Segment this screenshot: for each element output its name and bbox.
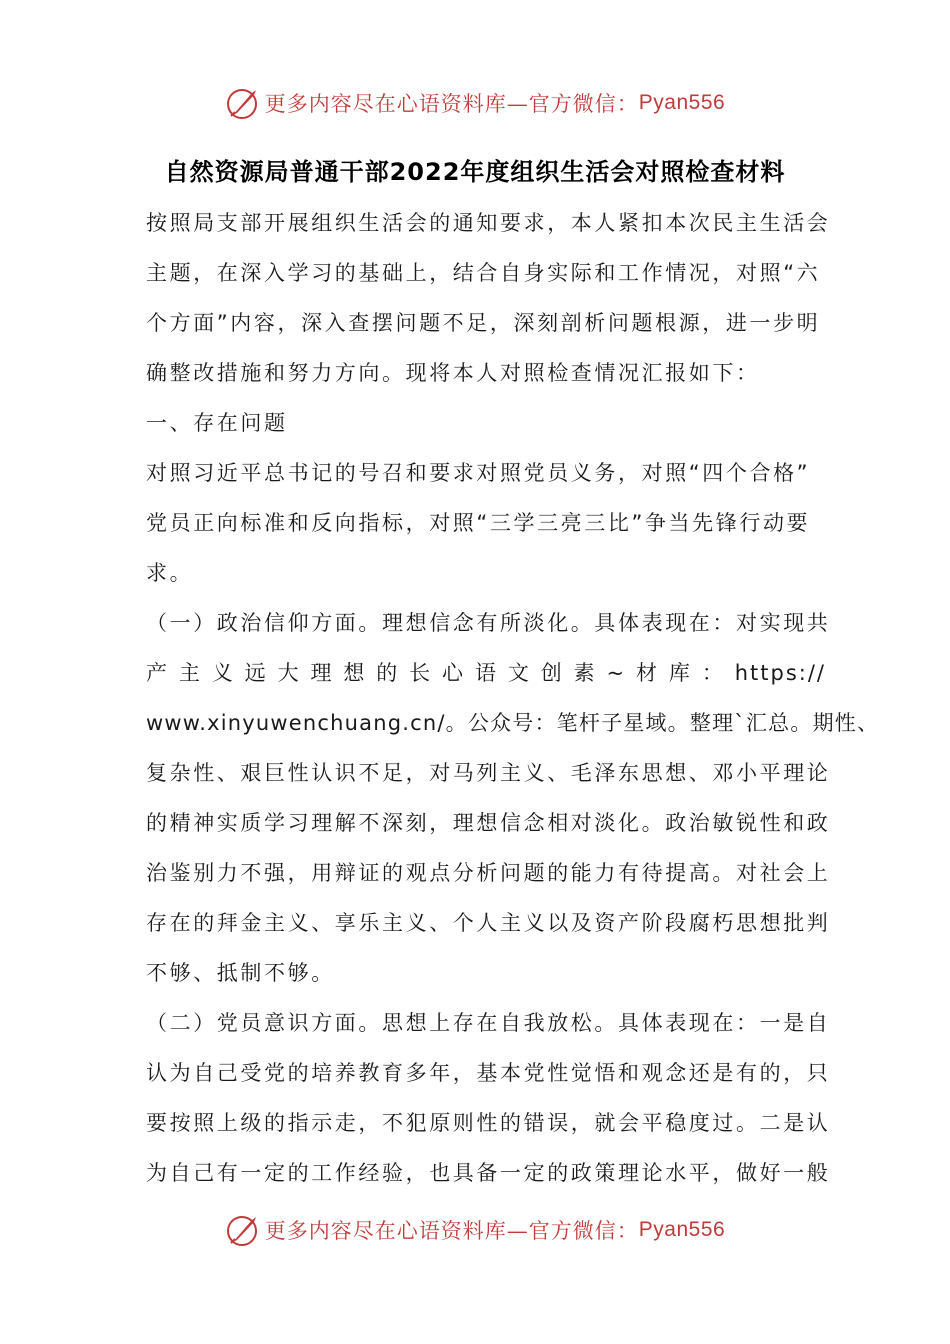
- paragraph-line: 为自己有一定的工作经验，也具备一定的政策理论水平，做好一般: [146, 1161, 831, 1185]
- paragraph-line: 的精神实质学习理解不深刻，理想信念相对淡化。政治敏锐性和政: [146, 811, 831, 835]
- paragraph-line: www.xinyuwenchuang.cn/。公众号：笔杆子星域。整理`汇总。期性、: [146, 711, 880, 735]
- paragraph-line: 求。: [146, 561, 194, 585]
- paragraph-line: 存在的拜金主义、享乐主义、个人主义以及资产阶段腐朽思想批判: [146, 911, 831, 935]
- paragraph-line: 个方面”内容，深入查摆问题不足，深刻剖析问题根源，进一步明: [146, 311, 821, 335]
- paragraph-line: 认为自己受党的培养教育多年，基本党性觉悟和观念还是有的，只: [146, 1061, 831, 1085]
- quill-logo-icon: [225, 85, 261, 121]
- paragraph-line: 确整改措施和努力方向。现将本人对照检查情况汇报如下：: [146, 361, 760, 385]
- paragraph-line: 复杂性、艰巨性认识不足，对马列主义、毛泽东思想、邓小平理论: [146, 761, 831, 785]
- paragraph-line: 不够、抵制不够。: [146, 961, 335, 985]
- paragraph-line: 对照习近平总书记的号召和要求对照党员义务，对照“四个合格”: [146, 461, 811, 485]
- document-title: 自然资源局普通干部2022年度组织生活会对照检查材料: [164, 158, 786, 186]
- paragraph-line: 治鉴别力不强，用辩证的观点分析问题的能力有待提高。对社会上: [146, 861, 831, 885]
- header-banner: [0, 78, 950, 128]
- paragraph-line: （二）党员意识方面。思想上存在自我放松。具体表现在：一是自: [146, 1011, 831, 1035]
- header-banner-id: Pyan556: [638, 91, 726, 114]
- paragraph-line: 按照局支部开展组织生活会的通知要求，本人紧扣本次民主生活会: [146, 211, 831, 235]
- section-heading: 一、存在问题: [146, 411, 288, 435]
- paragraph-line: 要按照上级的指示走，不犯原则性的错误，就会平稳度过。二是认: [146, 1111, 831, 1135]
- paragraph-line: 产主义远大理想的长心语文创素~材库：https://: [146, 661, 826, 685]
- footer-banner-id: Pyan556: [638, 1218, 726, 1241]
- footer-banner-text: 更多内容尽在心语资料库—官方微信：: [264, 1219, 639, 1243]
- paragraph-line: （一）政治信仰方面。理想信念有所淡化。具体表现在：对实现共: [146, 611, 831, 635]
- quill-logo-icon: [225, 1212, 261, 1248]
- document-body: [146, 198, 880, 1198]
- header-banner-text: 更多内容尽在心语资料库—官方微信：: [264, 92, 639, 116]
- paragraph-line: 主题，在深入学习的基础上，结合自身实际和工作情况，对照“六: [146, 261, 821, 285]
- paragraph-line: 党员正向标准和反向指标，对照“三学三亮三比”争当先锋行动要: [146, 511, 811, 535]
- footer-banner: [0, 1205, 950, 1255]
